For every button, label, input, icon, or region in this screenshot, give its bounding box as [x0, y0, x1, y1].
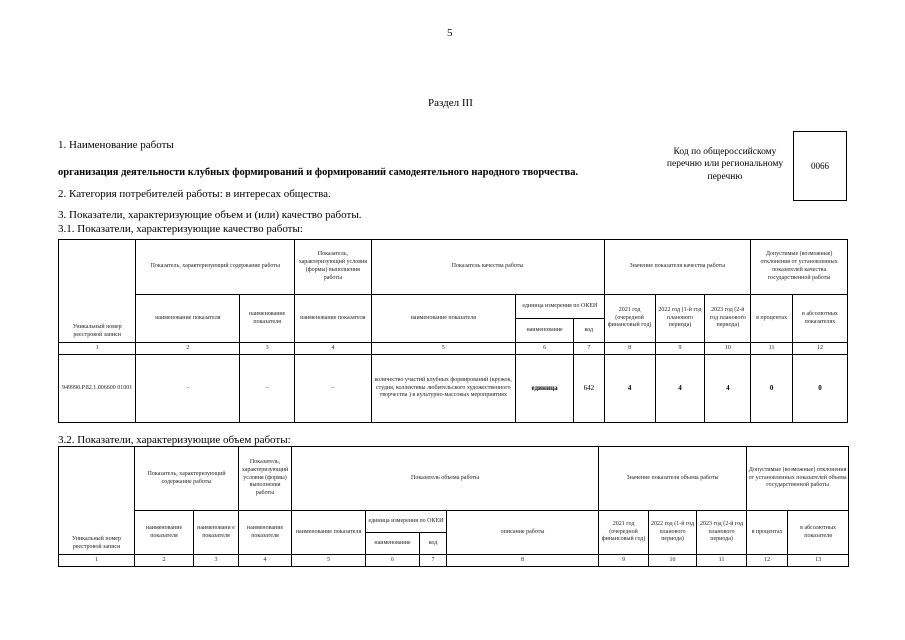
indicator-name-header: наименование показателя: [371, 295, 516, 343]
work-description-header: описание работы: [447, 511, 599, 555]
column-number: 1: [59, 555, 135, 567]
conditions-cell: –: [295, 355, 371, 423]
page-number: 5: [447, 27, 453, 39]
indicator-name-header: наименование показателя: [239, 511, 292, 555]
column-number: 6: [366, 555, 420, 567]
indicator-name-header: наименование показателя: [292, 511, 366, 555]
indicator-name-header: наименование показателя: [135, 511, 194, 555]
registry-number-header: Уникальный номер реестровой записи: [59, 240, 136, 343]
value-2022-cell: 4: [655, 355, 705, 423]
column-number: 10: [649, 555, 697, 567]
deviation-percent-cell: 0: [751, 355, 793, 423]
in-percent-header: в процентах: [751, 295, 793, 343]
column-number: 8: [447, 555, 599, 567]
year-2023-header: 2023 год (2-й год планового периода): [705, 295, 751, 343]
volume-indicator-header: Показатель объема работы: [292, 447, 599, 511]
volume-table: [58, 446, 849, 567]
in-absolute-header: в абсолютных показателях: [792, 295, 847, 343]
column-number: 12: [747, 555, 788, 567]
column-number: 2: [136, 343, 240, 355]
column-number: 4: [239, 555, 292, 567]
value-2021-cell: 4: [604, 355, 655, 423]
indicator-name-header: наименование показателя: [240, 295, 295, 343]
volume-title: 3.2. Показатели, характеризующие объем работы:: [58, 434, 291, 446]
value-2023-cell: 4: [705, 355, 751, 423]
column-number: 1: [59, 343, 136, 355]
registry-number-cell: 949990.Р.82.1.006600 01001: [59, 355, 136, 423]
column-number: 10: [705, 343, 751, 355]
year-2022-header: 2022 год (1-й год планового периода): [655, 295, 705, 343]
column-number: 13: [788, 555, 849, 567]
column-number: 6: [516, 343, 574, 355]
content-group-header: Показатель, характеризующий содержание работы: [136, 240, 295, 295]
indicator-name-header: наименовани е показателя: [194, 511, 239, 555]
column-number: 3: [194, 555, 239, 567]
volume-value-header: Значение показателя объема работы: [599, 447, 747, 511]
deviation-absolute-cell: 0: [792, 355, 847, 423]
conditions-group-header: Показатель, характеризующий условия (формы) выполнения работы: [239, 447, 292, 511]
column-number: 4: [295, 343, 371, 355]
column-number: 11: [697, 555, 747, 567]
content-cell: –: [240, 355, 295, 423]
indicator-name-header: наименование показателя: [295, 295, 371, 343]
conditions-group-header: Показатель, характеризующий условия (формы) выполнения работы: [295, 240, 371, 295]
column-number: 5: [292, 555, 366, 567]
year-2021-header: 2021 год (очередной финансовый год): [599, 511, 649, 555]
quality-table: [58, 239, 848, 423]
column-number: 2: [135, 555, 194, 567]
in-percent-header: в процентах: [747, 511, 788, 555]
deviation-header: Допустимые (возможные) отклонения от установленных показателей качества государственной работы: [751, 240, 848, 295]
column-number: 7: [420, 555, 447, 567]
column-number: 5: [371, 343, 516, 355]
deviation-header: Допустимые (возможные) отклонения от установленных показателей объема государственной работы: [747, 447, 849, 511]
column-number: 3: [240, 343, 295, 355]
code-cell: 642: [574, 355, 605, 423]
content-group-header: Показатель, характеризующий содержание работы: [135, 447, 239, 511]
consumers-line: 2. Категория потребителей работы: в интересах общества.: [58, 188, 331, 200]
column-number: 11: [751, 343, 793, 355]
column-number: 8: [604, 343, 655, 355]
year-2023-header: 2023 год (2-й год планового периода): [697, 511, 747, 555]
unit-code-header: код: [420, 533, 447, 555]
work-name-value: организация деятельности клубных формирований и формирований самодеятельного народного творчества.: [58, 167, 579, 178]
unit-cell: единица: [516, 355, 574, 423]
code-box: 0066: [793, 131, 847, 201]
column-number: 9: [599, 555, 649, 567]
quality-indicator-header: Показатель качества работы: [371, 240, 604, 295]
in-absolute-header: в абсолютных показателя: [788, 511, 849, 555]
column-number: 9: [655, 343, 705, 355]
year-2021-header: 2021 год (очередной финансовый год): [604, 295, 655, 343]
unit-okei-header: единица измерения по ОКЕИ: [366, 511, 447, 533]
quality-title: 3.1. Показатели, характеризующие качество работы:: [58, 223, 303, 235]
quality-value-header: Значение показателя качества работы: [604, 240, 751, 295]
column-number: 7: [574, 343, 605, 355]
indicators-line: 3. Показатели, характеризующие объем и (или) качество работы.: [58, 209, 362, 221]
year-2022-header: 2022 год (1-й год планового периода): [649, 511, 697, 555]
indicator-cell: количество участий клубных формирований (кружок, студия, коллективы любительского художественного творчества ) в культурно-массовых мероприятиях: [371, 355, 516, 423]
registry-number-header: Уникальный номер реестровой записи: [59, 447, 135, 555]
code-label: Код по общероссийскому перечню или региональному перечню: [666, 147, 784, 182]
work-name-label: 1. Наименование работы: [58, 139, 174, 151]
column-number: 12: [792, 343, 847, 355]
table-row: [59, 355, 848, 423]
indicator-name-header: наименование показателя: [136, 295, 240, 343]
content-cell: -: [136, 355, 240, 423]
unit-code-header: код: [574, 319, 605, 343]
unit-name-header: наименование: [516, 319, 574, 343]
section-title: Раздел III: [428, 97, 473, 109]
unit-name-header: наименование: [366, 533, 420, 555]
unit-okei-header: единица измерения по ОКЕИ: [516, 295, 605, 319]
